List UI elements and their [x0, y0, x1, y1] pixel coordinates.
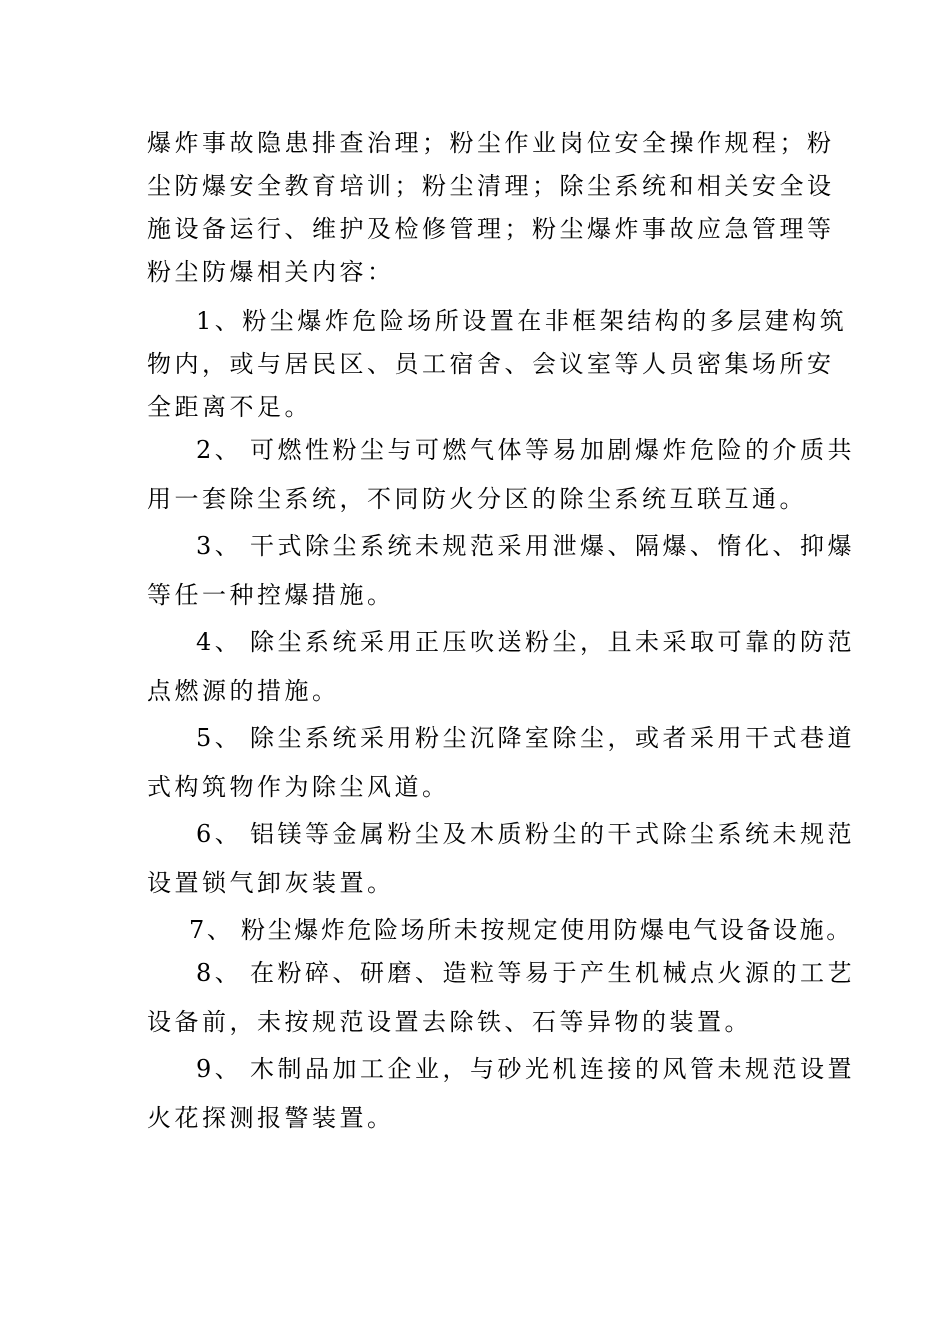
list-item-text: 在粉碎、研磨、造粒等易于产生机械点火源的工艺: [250, 959, 855, 987]
list-item-2-first-line: [196, 435, 855, 465]
list-item-8-first-line: [196, 958, 855, 988]
intro-line-4: 粉尘防爆相关内容：: [147, 258, 395, 286]
list-item-number: 4、: [196, 628, 243, 656]
list-item-6-line-2: 设置锁气卸灰装置。: [147, 869, 395, 897]
list-item-4-first-line: [196, 627, 855, 657]
list-item-2-line-2: 用一套除尘系统，不同防火分区的除尘系统互联互通。: [147, 485, 807, 513]
list-item-text: 可燃性粉尘与可燃气体等易加剧爆炸危险的介质共: [250, 436, 855, 464]
list-item-4-line-2: 点燃源的措施。: [147, 677, 340, 705]
list-item-number: 9、: [196, 1055, 243, 1083]
list-item-9-line-2: 火花探测报警装置。: [147, 1104, 395, 1132]
list-item-1-line-3: 全距离不足。: [147, 393, 312, 421]
list-item-number: 3、: [196, 532, 243, 560]
intro-line-1: 爆炸事故隐患排查治理；粉尘作业岗位安全操作规程；粉: [147, 129, 835, 157]
list-item-text: 铝镁等金属粉尘及木质粉尘的干式除尘系统未规范: [250, 820, 855, 848]
list-item-number: 5、: [196, 724, 243, 752]
list-item-number: 8、: [196, 959, 243, 987]
list-item-text: 干式除尘系统未规范采用泄爆、隔爆、惰化、抑爆: [250, 532, 855, 560]
list-item-text: 除尘系统采用正压吹送粉尘，且未采取可靠的防范: [250, 628, 855, 656]
list-item-3-first-line: [196, 531, 855, 561]
list-item-number: 2、: [196, 436, 243, 464]
list-item-text: 粉尘爆炸危险场所设置在非框架结构的多层建构筑: [242, 307, 848, 335]
list-item-number: 7、: [189, 916, 234, 944]
list-item-text: 除尘系统采用粉尘沉降室除尘，或者采用干式巷道: [250, 724, 855, 752]
list-item-8-line-2: 设备前，未按规范设置去除铁、石等异物的装置。: [147, 1008, 752, 1036]
list-item-5-first-line: [196, 723, 855, 753]
list-item-number: 1、: [196, 307, 243, 335]
list-item-3-line-2: 等任一种控爆措施。: [147, 581, 395, 609]
list-item-1-first-line: [196, 306, 847, 336]
intro-line-3: 施设备运行、维护及检修管理；粉尘爆炸事故应急管理等: [147, 215, 835, 243]
list-item-6-first-line: [196, 819, 855, 849]
list-item-text: 粉尘爆炸危险场所未按规定使用防爆电气设备设施。: [241, 916, 853, 944]
list-item-text: 木制品加工企业，与砂光机连接的风管未规范设置: [250, 1055, 855, 1083]
list-item-9-first-line: [196, 1054, 855, 1084]
list-item-5-line-2: 式构筑物作为除尘风道。: [147, 773, 450, 801]
intro-line-2: 尘防爆安全教育培训；粉尘清理；除尘系统和相关安全设: [147, 172, 835, 200]
list-item-number: 6、: [196, 820, 243, 848]
list-item-7-first-line: [189, 915, 853, 945]
list-item-1-line-2: 物内，或与居民区、员工宿舍、会议室等人员密集场所安: [147, 350, 835, 378]
